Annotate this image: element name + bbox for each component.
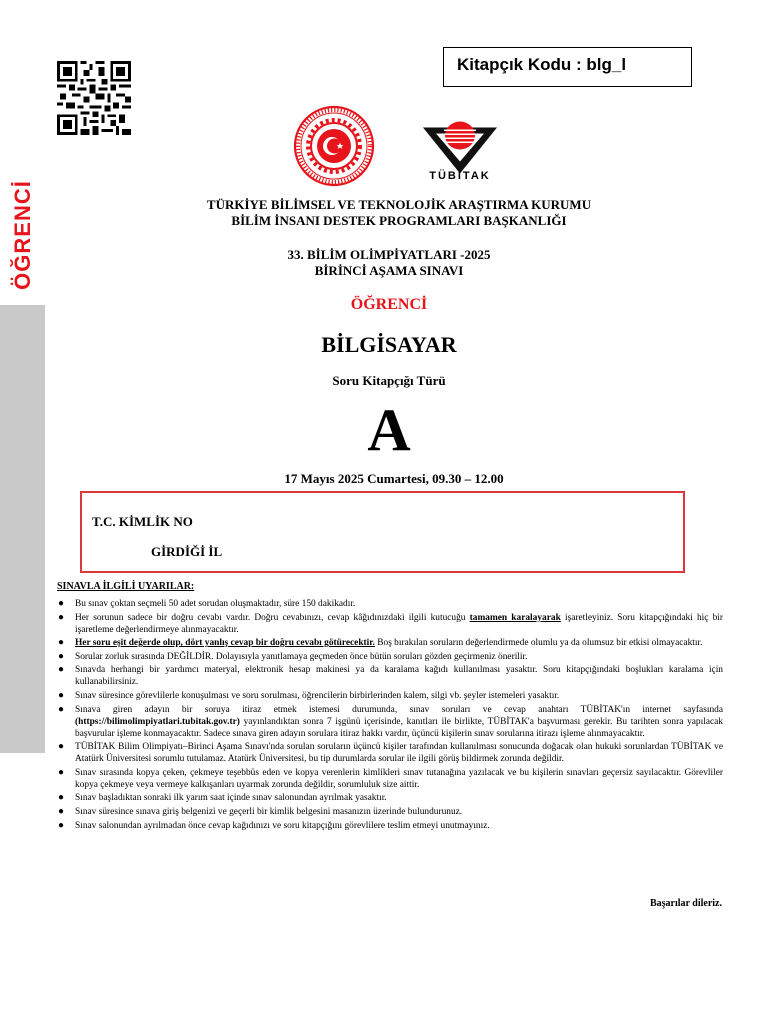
olympiad-heading: [0, 247, 768, 279]
rule-item: [57, 704, 723, 740]
rule-text: Her sorunun sadece bir doğru cevabı vardır. Doğru cevabınızı, cevap kâğıdınızdaki ilgili kutucuğu: [75, 612, 470, 623]
rule-url: (https://bilimolimpiyatlari.tubitak.gov.tr): [75, 716, 240, 727]
rule-emphasis: Her soru eşit değerde olup, dört yanlış cevap bir doğru cevabı götürecektir.: [75, 638, 375, 649]
rule-item: [57, 690, 723, 702]
rule-text: Boş bırakılan soruların değerlendirmede olumlu ya da olumsuz bir etkisi olmayacaktır.: [374, 638, 703, 649]
rule-text: Sınava giren adayın bir soruya itiraz etmek istemesi durumunda, sınav soruları ve cevap anahtarı TÜBİTAK'ın internet sayfasında: [75, 704, 723, 715]
rule-text: Sınav başladıktan sonraki ilk yarım saat içinde sınav salonundan ayrılmak yasaktır.: [75, 793, 387, 804]
closing-note: Başarılar dileriz.: [649, 898, 722, 909]
bullet-icon: ●: [58, 805, 65, 817]
tubitak-wordmark: TÜBİTAK: [429, 170, 491, 182]
rules-list: [57, 598, 723, 833]
bullet-icon: ●: [58, 611, 65, 623]
role-heading: ÖĞRENCİ: [350, 296, 428, 313]
rule-item: [57, 792, 723, 804]
organization-line-2: BİLİM İNSANI DESTEK PROGRAMLARI BAŞKANLIĞI: [231, 213, 567, 228]
tc-id-label: T.C. KİMLİK NO: [92, 514, 193, 529]
province-label: GİRDİĞİ İL: [151, 544, 223, 559]
rule-text: işaretleyiniz. Soru kitapçığındaki hiç bir işaretleme değerlendirmeye alınmayacaktır.: [75, 612, 723, 635]
bullet-icon: ●: [58, 766, 65, 778]
rule-item: [57, 598, 723, 610]
bullet-icon: ●: [58, 664, 65, 676]
rule-item: [57, 651, 723, 663]
rule-text: yayınlandıktan sonra 7 işgünü içerisinde, kanıtları ile birlikte, TÜBİTAK'a başvurması gerekir. Bu tarihten sonra yapılacak başvurular işleme konmayacaktır. Sadece sınava giren adayın sorulara itiraz hakkı vardır, üçüncü kişilerin sınav sorularına itirazı işleme alınmayacaktır.: [75, 716, 723, 739]
rule-item: [57, 664, 723, 688]
rule-item: [57, 612, 723, 636]
booklet-code-text: Kitapçık Kodu : blg_l: [457, 55, 627, 74]
booklet-code-box: [443, 47, 692, 87]
rule-text: Bu sınav çoktan seçmeli 50 adet sorudan oluşmaktadır, süre 150 dakikadır.: [75, 599, 356, 609]
bullet-icon: ●: [58, 792, 65, 804]
ministry-seal-icon: [293, 105, 375, 187]
rule-emphasis: tamamen karalayarak: [469, 612, 561, 623]
qr-code-icon: [55, 61, 133, 135]
rule-text: Sınav sırasında kopya çeken, çekmeye teşebbüs eden ve kopya verenlerin kimlikleri sınav tutanağına yazılacak ve bu kişilerin sınavları geçersiz sayılacaktır. Görevliler kopya çekmeye veya vermeye kalkışanları uyarmak zorunda değildir, sorumluluk size aittir.: [75, 767, 723, 790]
organization-heading: [0, 197, 768, 229]
rule-item: [57, 820, 723, 832]
rule-text: Sınavda herhangi bir yardımcı materyal, elektronik hesap makinesi ya da karalama kağıdı kullanılması yasaktır. Soru kitapçığındaki boşlukları karalama için kullanabilirsiniz.: [75, 665, 723, 688]
rule-text: Sınav salonundan ayrılmadan önce cevap kağıdınızı ve soru kitapçığını görevlilere teslim etmeyi unutmayınız.: [75, 820, 490, 831]
bullet-icon: ●: [58, 598, 65, 609]
bullet-icon: ●: [58, 650, 65, 662]
rule-item: [57, 741, 723, 765]
rule-text: Sorular zorluk sırasında DEĞİLDİR. Dolayısıyla yanıtlamaya geçmeden önce bütün soruları gözden geçirmeniz önerilir.: [75, 651, 528, 662]
rules-title: SINAVLA İLGİLİ UYARILAR:: [57, 581, 195, 592]
bullet-icon: ●: [58, 689, 65, 701]
side-role-text: ÖĞRENCİ: [10, 180, 35, 290]
booklet-type-label: Soru Kitapçığı Türü: [332, 373, 446, 388]
booklet-type-letter: A: [367, 397, 411, 463]
rule-item: [57, 637, 723, 649]
bullet-icon: ●: [58, 741, 65, 753]
olympiad-line-1: 33. BİLİM OLİMPİYATLARI -2025: [287, 247, 491, 262]
rule-item: [57, 806, 723, 818]
rule-text: Sınav süresince görevlilerle konuşulması ve soru sorulması, öğrencilerin birbirlerinden kalem, silgi vb. şeyler istemeleri yasaktır.: [75, 690, 560, 701]
olympiad-line-2: BİRİNCİ AŞAMA SINAVI: [314, 263, 464, 278]
organization-line-1: TÜRKİYE BİLİMSEL VE TEKNOLOJİK ARAŞTIRMA KURUMU: [206, 197, 592, 212]
rule-text: TÜBİTAK Bilim Olimpiyatı–Birinci Aşama Sınavı'nda sorulan soruların üçüncü kişiler tarafından kullanılması sonucunda doğacak olan hukuki sorunlardan TÜBİTAK ve Atatürk Üniversitesi sorumlu tutulamaz. Atatürk Üniversitesi, bu tip durumlarda sorular ile ilgili görüş bildirmek zorunda değildir.: [75, 742, 723, 765]
rule-text: Sınav süresince sınava giriş belgenizi ve geçerli bir kimlik belgesini masanızın üzerinde bulundurunuz.: [75, 806, 463, 817]
bullet-icon: ●: [58, 819, 65, 831]
side-role-label: [8, 170, 38, 300]
subject-heading: BİLGİSAYAR: [321, 332, 457, 357]
student-id-box: [80, 491, 685, 573]
bullet-icon: ●: [58, 703, 65, 715]
bullet-icon: ●: [58, 637, 65, 649]
rule-item: [57, 767, 723, 791]
exam-date: 17 Mayıs 2025 Cumartesi, 09.30 – 12.00: [284, 471, 504, 486]
